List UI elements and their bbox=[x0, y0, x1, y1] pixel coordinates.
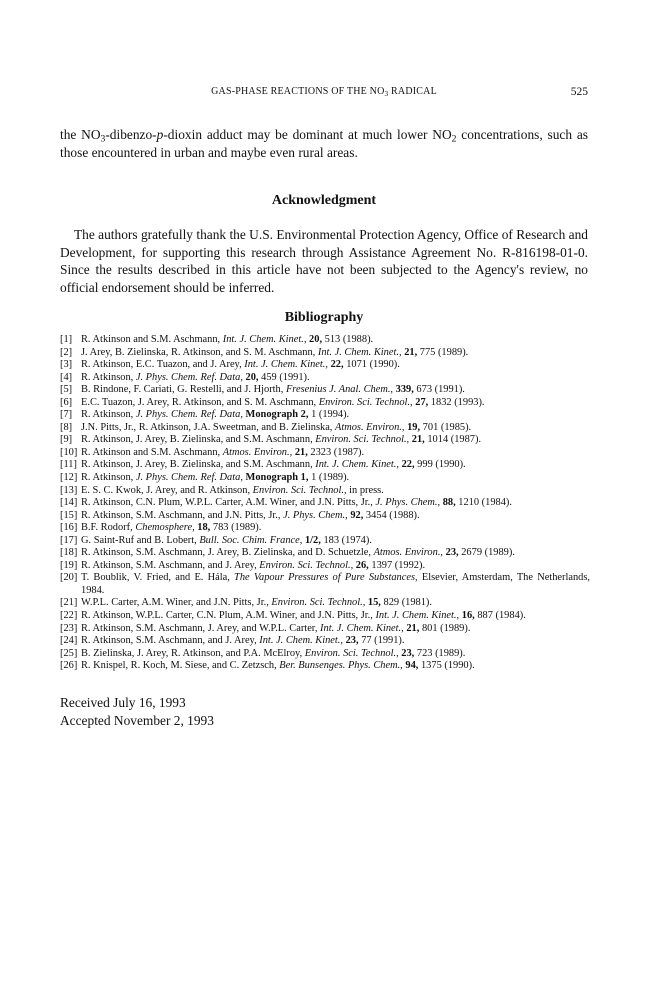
reference-item bbox=[60, 434, 590, 447]
reference-authors: B. Zielinska, J. Arey, R. Atkinson, and P.A. McElroy, bbox=[81, 647, 305, 659]
reference-authors: R. Atkinson, S.M. Aschmann, and J.N. Pitts, Jr., bbox=[81, 509, 284, 521]
reference-number: [22] bbox=[60, 610, 78, 622]
reference-authors: E. S. C. Kwok, J. Arey, and R. Atkinson, bbox=[81, 484, 253, 496]
reference-number: [10] bbox=[60, 446, 78, 458]
reference-rest: 1 (1989). bbox=[308, 472, 350, 484]
reference-journal: Int. J. Chem. Kinet., bbox=[244, 359, 328, 371]
reference-volume: 23, bbox=[345, 635, 359, 647]
reference-rest: 3454 (1988). bbox=[363, 509, 420, 521]
intro-paragraph: the $NO_3-dibenzo-p$-dioxin adduct may be dominant at much lower $NO_2$ concentrations, such as those encountered in urban and maybe even rural areas. bbox=[60, 127, 588, 160]
reference-rest: 2323 (1987). bbox=[307, 446, 365, 458]
reference-item bbox=[60, 610, 590, 623]
reference-rest: 1375 (1990). bbox=[418, 660, 475, 672]
reference-number: [13] bbox=[60, 484, 78, 496]
reference-authors: R. Atkinson and S.M. Aschmann, bbox=[81, 446, 223, 458]
reference-rest: 673 (1991). bbox=[413, 384, 465, 396]
reference-volume: 21, bbox=[406, 622, 420, 634]
reference-journal: Int. J. Chem. Kinet., bbox=[317, 346, 402, 358]
reference-volume: 1/2, bbox=[304, 534, 321, 546]
reference-journal: Int. J. Chem. Kinet., bbox=[315, 459, 399, 471]
reference-authors: B.F. Rodorf, bbox=[81, 522, 136, 534]
reference-item bbox=[60, 547, 590, 560]
reference-item bbox=[60, 560, 590, 573]
reference-number: [3] bbox=[60, 359, 73, 371]
reference-number: [19] bbox=[60, 559, 78, 571]
reference-journal: The Vapour Pressures of Pure Substances, bbox=[234, 572, 418, 584]
reference-authors: R. Atkinson, bbox=[81, 371, 136, 383]
reference-number: [4] bbox=[60, 371, 73, 383]
received-date: Received July 16, 1993 bbox=[60, 695, 186, 710]
reference-item bbox=[60, 334, 590, 347]
reference-item bbox=[60, 510, 590, 523]
reference-authors: R. Atkinson, S.M. Aschmann, J. Arey, and W.P.L. Carter, bbox=[81, 622, 321, 634]
reference-authors: B. Rindone, F. Cariati, G. Restelli, and J. Hjorth, bbox=[81, 384, 286, 396]
reference-rest: 1014 (1987). bbox=[424, 434, 482, 446]
reference-volume: 15, bbox=[367, 597, 381, 609]
reference-journal: Atmos. Environ., bbox=[222, 446, 293, 458]
reference-volume: 22, bbox=[330, 359, 344, 371]
reference-authors: J.N. Pitts, Jr., R. Atkinson, J.A. Sweetman, and B. Zielinska, bbox=[81, 421, 335, 433]
reference-number: [14] bbox=[60, 497, 78, 509]
reference-volume: 21, bbox=[411, 434, 425, 446]
reference-item bbox=[60, 623, 590, 636]
reference-authors: R. Atkinson, C.N. Plum, W.P.L. Carter, A.M. Winer, and J.N. Pitts, Jr., bbox=[81, 497, 376, 509]
reference-journal: Environ. Sci. Technol., bbox=[304, 647, 399, 659]
reference-journal: Atmos. Environ., bbox=[373, 547, 444, 559]
reference-journal: Int. J. Chem. Kinet., bbox=[320, 622, 404, 634]
reference-journal: Int. J. Chem. Kinet., bbox=[375, 610, 460, 622]
reference-number: [1] bbox=[60, 334, 73, 345]
reference-rest: 1832 (1993). bbox=[428, 396, 485, 408]
reference-authors: J. Arey, B. Zielinska, R. Atkinson, and S. M. Aschmann, bbox=[81, 346, 318, 358]
reference-journal: Ber. Bunsenges. Phys. Chem., bbox=[279, 660, 403, 672]
reference-rest: 829 (1981). bbox=[380, 597, 432, 609]
reference-rest: 1071 (1990). bbox=[343, 359, 400, 371]
reference-rest: 513 (1988). bbox=[322, 334, 374, 345]
reference-rest: 783 (1989). bbox=[210, 522, 262, 534]
reference-volume: 23, bbox=[401, 647, 415, 659]
reference-item bbox=[60, 535, 590, 548]
reference-number: [15] bbox=[60, 509, 78, 521]
reference-item bbox=[60, 660, 590, 673]
reference-authors: R. Atkinson, bbox=[81, 409, 136, 421]
reference-journal: Environ. Sci. Technol., bbox=[259, 559, 354, 571]
acknowledgment-heading: Acknowledgment bbox=[271, 193, 377, 208]
reference-authors: R. Atkinson and S.M. Aschmann, bbox=[81, 334, 223, 345]
reference-item bbox=[60, 372, 590, 385]
reference-authors: R. Atkinson, J. Arey, B. Zielinska, and S.M. Aschmann, bbox=[81, 459, 316, 471]
reference-journal: Environ. Sci. Technol., bbox=[271, 597, 366, 609]
reference-authors: R. Atkinson, E.C. Tuazon, and J. Arey, bbox=[81, 359, 245, 371]
reference-item bbox=[60, 447, 590, 460]
reference-item bbox=[60, 522, 590, 535]
reference-journal: J. Phys. Chem. Ref. Data, bbox=[135, 472, 243, 484]
reference-journal: Int. J. Chem. Kinet., bbox=[222, 334, 307, 345]
reference-volume: Monograph 1, bbox=[245, 472, 309, 484]
reference-volume: 21, bbox=[294, 446, 308, 458]
reference-authors: W.P.L. Carter, A.M. Winer, and J.N. Pitts, Jr., bbox=[81, 597, 272, 609]
reference-number: [8] bbox=[60, 421, 73, 433]
reference-rest: 1397 (1992). bbox=[368, 559, 426, 571]
reference-journal: J. Phys. Chem. Ref. Data, bbox=[135, 371, 243, 383]
reference-item bbox=[60, 459, 590, 472]
reference-rest: 1210 (1984). bbox=[455, 497, 512, 509]
reference-rest: 999 (1990). bbox=[414, 459, 466, 471]
reference-authors: R. Atkinson, S.M. Aschmann, and J. Arey, bbox=[81, 635, 260, 647]
reference-rest: 183 (1974). bbox=[320, 534, 372, 546]
reference-volume: 18, bbox=[197, 522, 211, 534]
reference-volume: 20, bbox=[309, 334, 323, 345]
reference-item bbox=[60, 347, 590, 360]
reference-number: [25] bbox=[60, 647, 78, 659]
reference-journal: J. Phys. Chem. Ref. Data, bbox=[135, 409, 243, 421]
reference-number: [20] bbox=[60, 572, 78, 584]
reference-number: [2] bbox=[60, 346, 73, 358]
reference-journal: Environ. Sci. Technol., bbox=[315, 434, 410, 446]
reference-item bbox=[60, 422, 590, 435]
reference-authors: R. Atkinson, S.M. Aschmann, J. Arey, B. Zielinska, and D. Schuetzle, bbox=[81, 547, 374, 559]
reference-rest: 77 (1991). bbox=[358, 635, 405, 647]
reference-rest: 2679 (1989). bbox=[458, 547, 515, 559]
reference-number: [18] bbox=[60, 547, 78, 559]
reference-number: [26] bbox=[60, 660, 78, 672]
reference-item bbox=[60, 648, 590, 661]
reference-volume: 27, bbox=[415, 396, 429, 408]
running-title: GAS-PHASE REACTIONS OF THE $NO_3$ RADICAL bbox=[211, 86, 437, 98]
reference-volume: 88, bbox=[442, 497, 456, 509]
reference-number: [12] bbox=[60, 472, 78, 484]
reference-item bbox=[60, 597, 590, 610]
reference-item bbox=[60, 359, 590, 372]
reference-item bbox=[60, 497, 590, 510]
reference-authors: G. Saint-Ruf and B. Lobert, bbox=[81, 534, 200, 546]
reference-volume: 22, bbox=[401, 459, 415, 471]
reference-volume: 26, bbox=[355, 559, 369, 571]
reference-number: [24] bbox=[60, 635, 78, 647]
reference-number: [23] bbox=[60, 622, 78, 634]
page-number: 525 bbox=[570, 86, 588, 98]
reference-journal: Environ. Sci. Technol., bbox=[252, 484, 347, 496]
accepted-date: Accepted November 2, 1993 bbox=[60, 712, 214, 728]
reference-volume: 16, bbox=[461, 610, 475, 622]
reference-rest: 701 (1985). bbox=[420, 421, 472, 433]
reference-authors: R. Atkinson, bbox=[81, 472, 136, 484]
reference-number: [7] bbox=[60, 409, 73, 421]
reference-authors: R. Knispel, R. Koch, M. Siese, and C. Zetzsch, bbox=[81, 660, 280, 672]
reference-rest: 775 (1989). bbox=[417, 346, 469, 358]
reference-number: [5] bbox=[60, 384, 73, 396]
reference-item bbox=[60, 572, 590, 597]
reference-rest: Elsevier, Amsterdam, The Netherlands, 1984. bbox=[81, 572, 590, 596]
reference-rest: in press. bbox=[346, 484, 384, 496]
reference-number: [6] bbox=[60, 396, 73, 408]
bibliography-heading: Bibliography bbox=[284, 310, 364, 325]
reference-journal: Int. J. Chem. Kinet., bbox=[259, 635, 343, 647]
reference-volume: 20, bbox=[245, 371, 259, 383]
reference-item bbox=[60, 485, 590, 498]
reference-number: [16] bbox=[60, 522, 78, 534]
reference-item bbox=[60, 472, 590, 485]
reference-journal: J. Phys. Chem., bbox=[283, 509, 348, 521]
running-head bbox=[60, 84, 588, 100]
reference-authors: R. Atkinson, W.P.L. Carter, C.N. Plum, A.M. Winer, and J.N. Pitts, Jr., bbox=[81, 610, 376, 622]
reference-volume: 21, bbox=[404, 346, 418, 358]
reference-authors: T. Boublik, V. Fried, and E. Hála, bbox=[81, 572, 235, 584]
reference-rest: 1 (1994). bbox=[308, 409, 350, 421]
reference-item bbox=[60, 397, 590, 410]
reference-number: [11] bbox=[60, 459, 77, 471]
acknowledgment-paragraph: The authors gratefully thank the U.S. Environmental Protection Agency, Office of Research and Development, for supporting this research through Assistance Agreement No. R-816198-01-0. Since the results described in this article have not been subjected to the Agency's review, no official endorsement should be inferred. bbox=[60, 227, 588, 295]
reference-volume: 339, bbox=[395, 384, 414, 396]
reference-volume: Monograph 2, bbox=[245, 409, 309, 421]
reference-item bbox=[60, 635, 590, 648]
reference-item bbox=[60, 409, 590, 422]
reference-list bbox=[60, 334, 590, 673]
reference-volume: 92, bbox=[350, 509, 364, 521]
reference-journal: Environ. Sci. Technol., bbox=[318, 396, 413, 408]
reference-journal: Atmos. Environ., bbox=[335, 421, 405, 433]
reference-journal: J. Phys. Chem., bbox=[375, 497, 441, 509]
reference-journal: Chemosphere, bbox=[135, 522, 195, 534]
reference-rest: 459 (1991). bbox=[258, 371, 310, 383]
reference-number: [21] bbox=[60, 597, 78, 609]
reference-authors: R. Atkinson, S.M. Aschmann, and J. Arey, bbox=[81, 559, 260, 571]
reference-volume: 23, bbox=[445, 547, 459, 559]
reference-authors: E.C. Tuazon, J. Arey, R. Atkinson, and S. M. Aschmann, bbox=[81, 396, 319, 408]
received-dates bbox=[60, 694, 214, 729]
reference-volume: 19, bbox=[407, 421, 421, 433]
reference-item bbox=[60, 384, 590, 397]
reference-journal: Fresenius J. Anal. Chem., bbox=[285, 384, 394, 396]
reference-volume: 94, bbox=[405, 660, 419, 672]
reference-rest: 723 (1989). bbox=[414, 647, 466, 659]
reference-rest: 887 (1984). bbox=[474, 610, 526, 622]
reference-number: [9] bbox=[60, 434, 73, 446]
reference-number: [17] bbox=[60, 534, 78, 546]
reference-rest: 801 (1989). bbox=[419, 622, 471, 634]
reference-journal: Bull. Soc. Chim. France, bbox=[199, 534, 303, 546]
reference-authors: R. Atkinson, J. Arey, B. Zielinska, and S.M. Aschmann, bbox=[81, 434, 316, 446]
